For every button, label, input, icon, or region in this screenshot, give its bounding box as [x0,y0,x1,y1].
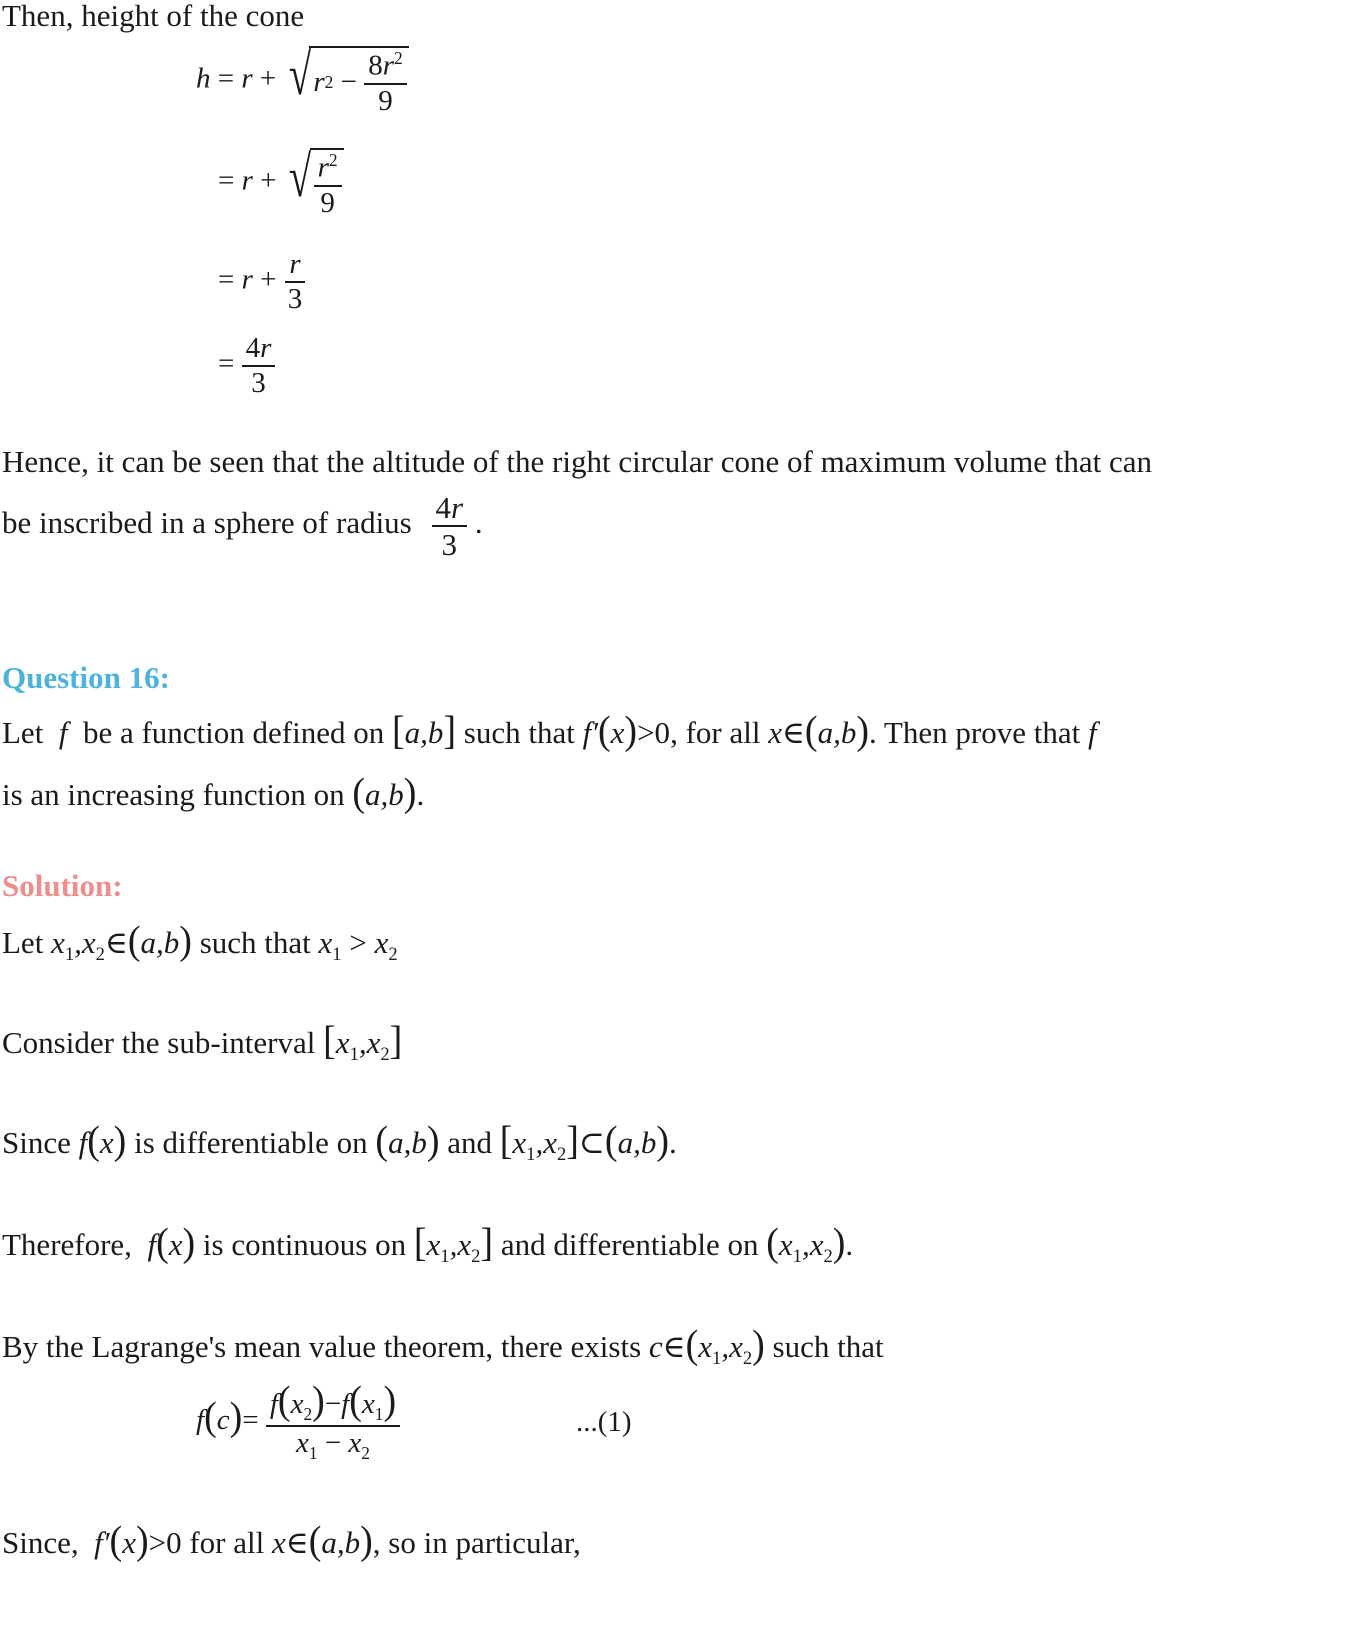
solution-line-6: Since, f′(x)>0 for all x∈(a,b), so in particular, [2,1518,581,1564]
fraction-4r-over-3-inline: $\frac{4r}{3}$ [432,492,468,560]
question-line-2: is an increasing function on (a,b). [2,770,425,816]
solution-line-4: Therefore, f(x) is continuous on $[x_1,x_2]$ and differentiable on $(x_1,x_2)$. [2,1220,854,1268]
sqrt-expression: √ r 2 − $\frac{8r^2}{9}$ [284,46,409,116]
solution-line-3: Since f(x) is differentiable on (a,b) and $[x_1,x_2]\subset(a,b)$. [2,1118,677,1166]
fraction-r-over-3: $\frac{r}{3}$ [284,250,307,314]
equation-number: ...(1) [576,1406,632,1438]
equation-line-4: = $\frac{4r}{3}$ [218,334,275,398]
equation-line-1: h = r + √ r 2 − $\frac{8r^2}{9}$ [196,46,409,116]
question-line-1: Let f be a function defined on [a,b] such that f′(x)>0, for all x∈(a,b). Then prove that f [2,708,1097,754]
mvt-equation: f(c)= $\frac{f(x_2)-f(x_1)}{x_1 - x_2}$ [196,1382,400,1462]
equation-line-3: = r + $\frac{r}{3}$ [218,250,306,314]
mvt-fraction: $\frac{f(x_2)-f(x_1)}{x_1 - x_2}$ [266,1382,400,1462]
solution-line-1: Let $x_1,x_2\in(a,b)$ such that $x_1 > x_2$ [2,918,398,966]
fraction-4r-over-3: $\frac{4r}{3}$ [242,334,276,398]
solution-line-5: By the Lagrange's mean value theorem, there exists $c\in(x_1,x_2)$ such that [2,1322,884,1370]
intro-text: Then, height of the cone [2,0,305,33]
conclusion-line-1: Hence, it can be seen that the altitude of the right circular cone of maximum volume that can [2,444,1153,479]
fraction-r2-over-9: $\frac{r^2}{9}$ [314,152,342,218]
solution-line-2: Consider the sub-interval $[x_1,x_2]$ [2,1018,403,1066]
question-heading: Question 16: [2,660,170,695]
fraction-8r2-over-9: $\frac{8r^2}{9}$ [364,50,407,116]
equation-line-2: = r + √ $\frac{r^2}{9}$ [218,148,344,218]
solution-heading: Solution: [2,868,123,903]
conclusion-line-2: be inscribed in a sphere of radius $\frac{4r}{3}$ . [2,490,483,562]
